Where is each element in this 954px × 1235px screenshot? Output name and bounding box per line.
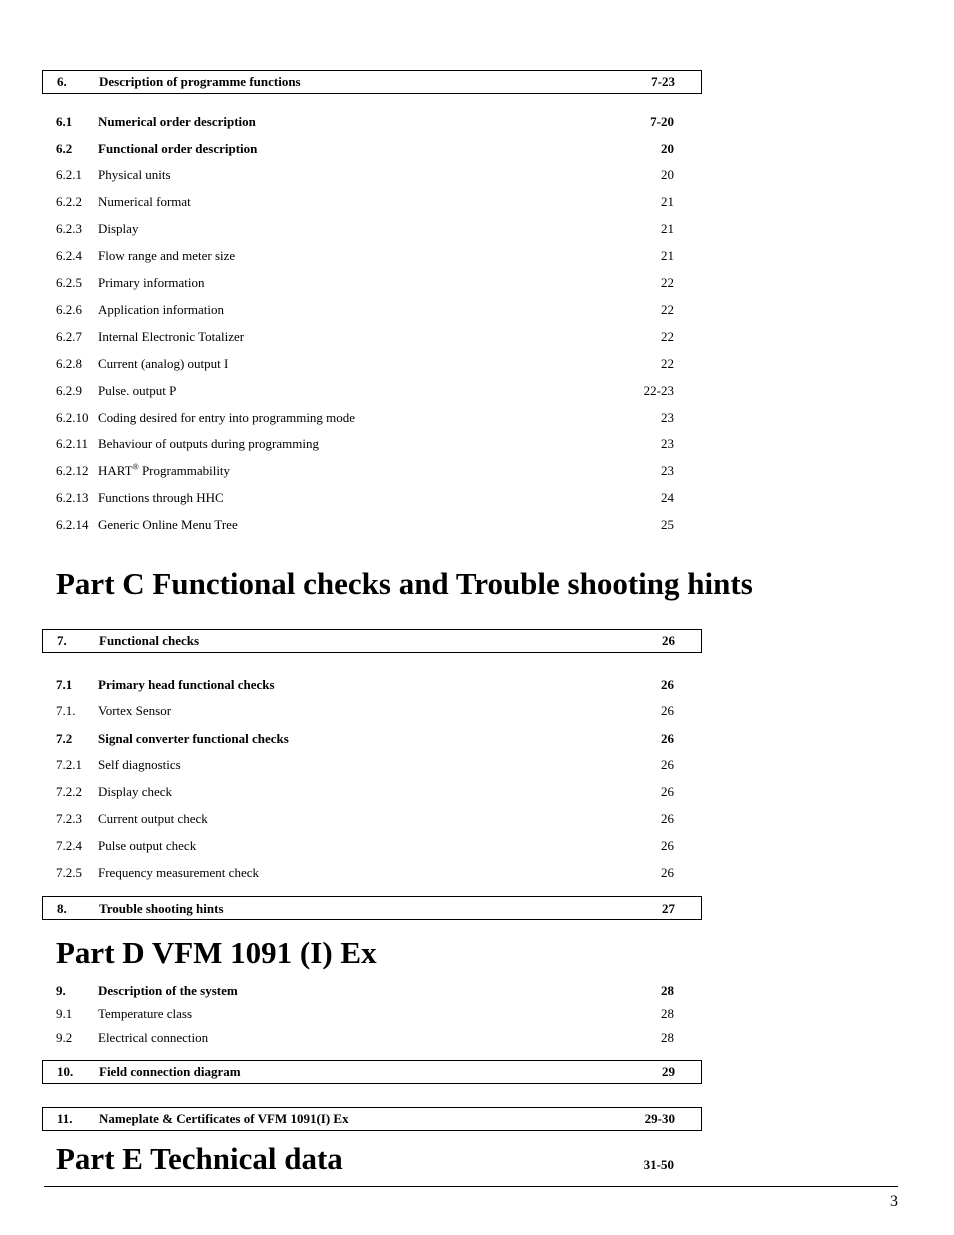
toc-entry[interactable] <box>56 434 674 454</box>
toc-label: Electrical connection <box>98 1030 209 1045</box>
part-e-heading: Part E Technical data <box>56 1141 343 1176</box>
toc-page: 22 <box>661 356 674 371</box>
toc-number: 6.2 <box>56 141 73 156</box>
toc-label: Primary information <box>98 275 205 290</box>
toc-page: 26 <box>661 731 674 746</box>
toc-number: 6. <box>57 74 67 89</box>
toc-label: Trouble shooting hints <box>99 901 224 916</box>
toc-number: 6.2.9 <box>56 383 82 398</box>
toc-label: Functional checks <box>99 633 200 648</box>
toc-entry-8[interactable] <box>57 899 675 919</box>
toc-page: 21 <box>661 248 674 263</box>
toc-label: Numerical format <box>98 194 191 209</box>
toc-entry[interactable] <box>56 863 674 883</box>
toc-entry[interactable] <box>56 782 674 802</box>
toc-entry[interactable] <box>56 836 674 856</box>
toc-page: 24 <box>661 490 674 505</box>
toc-entry[interactable] <box>56 1028 674 1048</box>
toc-label: Primary head functional checks <box>98 677 275 692</box>
toc-number: 7.1 <box>56 677 73 692</box>
toc-number: 11. <box>57 1111 73 1126</box>
toc-label: Pulse output check <box>98 838 197 853</box>
toc-label-main: HART <box>98 463 133 478</box>
toc-entry[interactable] <box>56 701 674 721</box>
toc-number: 6.2.13 <box>56 490 89 505</box>
toc-number: 6.2.6 <box>56 302 82 317</box>
toc-page: 23 <box>661 463 674 478</box>
toc-entry[interactable] <box>56 729 674 749</box>
toc-page: 20 <box>661 141 674 156</box>
toc-number: 6.2.12 <box>56 463 89 478</box>
toc-number: 9.2 <box>56 1030 73 1045</box>
toc-entry[interactable] <box>56 1004 674 1024</box>
toc-page: 20 <box>661 167 674 182</box>
toc-label: Signal converter functional checks <box>98 731 289 746</box>
toc-number: 7.2.1 <box>56 757 82 772</box>
toc-page: 25 <box>661 517 674 532</box>
toc-number: 7.1. <box>56 703 76 718</box>
toc-label: Generic Online Menu Tree <box>98 517 238 532</box>
toc-page: 22 <box>661 275 674 290</box>
toc-entry[interactable] <box>56 408 674 428</box>
toc-label: Internal Electronic Totalizer <box>98 329 245 344</box>
toc-page: 7-20 <box>650 114 674 129</box>
toc-entry-7[interactable] <box>57 631 675 651</box>
toc-page: 23 <box>661 436 674 451</box>
toc-entry[interactable] <box>56 981 674 1001</box>
toc-number: 6.2.3 <box>56 221 82 236</box>
toc-number: 7. <box>57 633 67 648</box>
toc-number: 8. <box>57 901 67 916</box>
toc-number: 10. <box>57 1064 74 1079</box>
toc-page: 22 <box>661 302 674 317</box>
toc-page: 23 <box>661 410 674 425</box>
toc-number: 6.2.11 <box>56 436 89 451</box>
toc-page: 21 <box>661 221 674 236</box>
toc-page: 22 <box>661 329 674 344</box>
toc-page: 26 <box>661 865 674 880</box>
toc-label: Current (analog) output I <box>98 356 229 371</box>
toc-number: 6.2.10 <box>56 410 89 425</box>
toc-number: 6.2.4 <box>56 248 82 263</box>
toc-label: Functions through HHC <box>98 490 224 505</box>
toc-page: 28 <box>661 1030 674 1045</box>
toc-label: Description of the system <box>98 983 238 998</box>
footer-rule <box>44 1186 898 1187</box>
toc-label: Current output check <box>98 811 208 826</box>
toc-label: Numerical order description <box>98 114 256 129</box>
toc-label: Display <box>98 221 139 236</box>
toc-number: 6.2.7 <box>56 329 82 344</box>
toc-entry-10[interactable] <box>57 1062 675 1082</box>
toc-number: 9.1 <box>56 1006 73 1021</box>
toc-page: 26 <box>661 703 674 718</box>
section-7-box <box>42 629 702 653</box>
section-8-box <box>42 896 702 920</box>
toc-entry[interactable] <box>56 246 674 266</box>
toc-number: 6.2.8 <box>56 356 82 371</box>
part-d-heading: Part D VFM 1091 (I) Ex <box>56 935 377 970</box>
toc-page: 7-23 <box>651 74 675 89</box>
toc-number: 6.2.2 <box>56 194 82 209</box>
toc-page: 28 <box>661 1006 674 1021</box>
toc-label-rest: Programmability <box>138 463 231 478</box>
toc-entry[interactable] <box>56 515 674 535</box>
toc-page: 28 <box>661 983 674 998</box>
toc-page: 26 <box>661 677 674 692</box>
toc-entry[interactable] <box>56 381 674 401</box>
toc-label <box>98 461 230 481</box>
toc-label: Application information <box>98 302 225 317</box>
toc-label: Coding desired for entry into programming mode <box>98 410 356 425</box>
toc-label: Self diagnostics <box>98 757 181 772</box>
toc-label: Frequency measurement check <box>98 865 259 880</box>
toc-entry[interactable] <box>56 300 674 320</box>
part-e-page[interactable]: 31-50 <box>643 1157 674 1172</box>
toc-number: 9. <box>56 983 66 998</box>
toc-entry[interactable] <box>56 219 674 239</box>
toc-page: 21 <box>661 194 674 209</box>
toc-label: Pulse. output P <box>98 383 177 398</box>
toc-label: Display check <box>98 784 173 799</box>
toc-page: 26 <box>661 757 674 772</box>
toc-number: 7.2 <box>56 731 73 746</box>
toc-entry[interactable] <box>56 165 674 185</box>
page-number: 3 <box>890 1193 898 1210</box>
toc-label: Vortex Sensor <box>98 703 172 718</box>
toc-label: Field connection diagram <box>99 1064 241 1079</box>
toc-entry[interactable] <box>56 809 674 829</box>
toc-page: 22-23 <box>643 383 674 398</box>
toc-entry[interactable] <box>56 755 674 775</box>
toc-entry[interactable] <box>56 139 674 159</box>
toc-label: Physical units <box>98 167 171 182</box>
toc-label: Functional order description <box>98 141 258 156</box>
toc-page: 26 <box>661 811 674 826</box>
toc-page: 26 <box>661 838 674 853</box>
toc-number: 7.2.2 <box>56 784 82 799</box>
toc-number: 7.2.3 <box>56 811 82 826</box>
toc-entry[interactable] <box>56 354 674 374</box>
part-c-heading: Part C Functional checks and Trouble shooting hints <box>56 566 753 601</box>
toc-number: 6.2.1 <box>56 167 82 182</box>
toc-page: 26 <box>662 633 675 648</box>
toc-page: 26 <box>661 784 674 799</box>
toc-page: 29 <box>662 1064 675 1079</box>
toc-number: 7.2.4 <box>56 838 82 853</box>
toc-entry[interactable] <box>56 327 674 347</box>
toc-number: 6.1 <box>56 114 73 129</box>
toc-entry[interactable] <box>56 461 674 481</box>
toc-number: 6.2.14 <box>56 517 89 532</box>
toc-label: Nameplate & Certificates of VFM 1091(I) Ex <box>99 1111 349 1126</box>
toc-entry[interactable] <box>56 675 674 695</box>
toc-entry[interactable] <box>56 273 674 293</box>
toc-label: Description of programme functions <box>99 74 301 89</box>
toc-number: 6.2.5 <box>56 275 82 290</box>
registered-mark: ® <box>132 462 139 472</box>
toc-entry[interactable] <box>56 112 674 132</box>
section-11-box <box>42 1107 702 1131</box>
toc-label: Temperature class <box>98 1006 193 1021</box>
toc-number: 7.2.5 <box>56 865 82 880</box>
section-6-box <box>42 70 702 94</box>
toc-label: Behaviour of outputs during programming <box>98 436 319 451</box>
toc-page: 29-30 <box>644 1111 675 1126</box>
toc-entry-11[interactable] <box>57 1109 675 1129</box>
toc-entry[interactable] <box>56 192 674 212</box>
section-10-box <box>42 1060 702 1084</box>
toc-page: 27 <box>662 901 675 916</box>
toc-entry-6[interactable] <box>57 72 675 92</box>
toc-entry[interactable] <box>56 488 674 508</box>
toc-label: Flow range and meter size <box>98 248 236 263</box>
